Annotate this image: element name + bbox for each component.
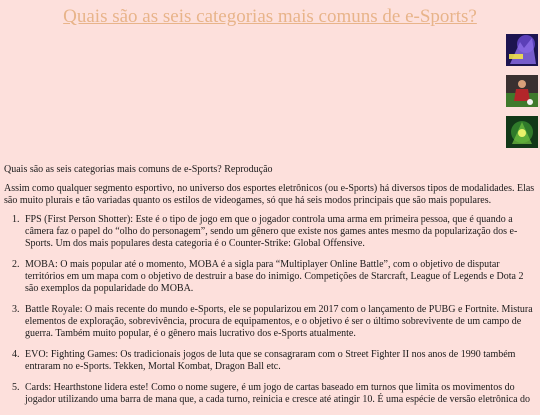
image-caption: Quais são as seis categorias mais comuns de e-Sports? Reprodução bbox=[4, 164, 273, 175]
game-thumbnail-2[interactable] bbox=[506, 75, 538, 107]
thumbnail-column bbox=[506, 34, 538, 157]
article-content bbox=[4, 164, 536, 415]
game-thumbnail-3[interactable] bbox=[506, 116, 538, 148]
game-thumbnail-1[interactable] bbox=[506, 34, 538, 66]
list-item: 5. Cards: Hearthstone lidera este! Como o nome sugere, é um jogo de cartas baseado em turnos que limita os movimentos do jogador utilizando uma barra de mana que, a cada turno, reinicia e cresce até atingir 10. É uma espécie de versão eletrônica do bbox=[22, 382, 536, 406]
page-title bbox=[0, 0, 540, 28]
list-item: 4. EVO: Fighting Games: Os tradicionais jogos de luta que se consagraram com o Street Fighter II nos anos de 1990 também entraram no e-Sports. Tekken, Mortal Kombat, Dragon Ball etc. bbox=[22, 349, 536, 373]
list-item: 2. MOBA: O mais popular até o momento, MOBA é a sigla para “Multiplayer Online Battle”, com o objetivo de disputar territórios em um mapa com o objetivo de destruir a base do inimigo. Competições de Starcraft, League of Legends e Dota 2 são exemplos da popularidade do MOBA. bbox=[22, 259, 536, 295]
game-art-image bbox=[506, 75, 538, 107]
page-title-link[interactable]: Quais são as seis categorias mais comuns de e-Sports? bbox=[63, 6, 477, 27]
category-list bbox=[4, 214, 536, 406]
list-item: 1. FPS (First Person Shotter): Este é o tipo de jogo em que o jogador controla uma arma em primeira pessoa, que é quando a câmera faz o papel do “olho do personagem”, sendo um gênero que existe nos games antes mesmo da popularização dos e-Sports. Um dos mais populares desta categoria é o Counter-Strike: Global Offensive. bbox=[22, 214, 536, 250]
game-art-image bbox=[506, 116, 538, 148]
game-art-image bbox=[506, 34, 538, 66]
list-item: 3. Battle Royale: O mais recente do mundo e-Sports, ele se popularizou em 2017 com o lançamento de PUBG e Fortnite. Mistura elementos de exploração, sobrevivência, procura de equipamentos, e o objetivo é ser o último sobrevivente de um campo de guerra. Também muito popular, é o gênero mais lucrativo dos e-Sports atualmente. bbox=[22, 304, 536, 340]
intro-paragraph: Assim como qualquer segmento esportivo, no universo dos esportes eletrônicos (ou e-Sports) há diversos tipos de modalidades. Elas são muito plurais e tão variadas quanto os estilos de videogames, só que há seis modos principais que são mais populares. bbox=[4, 183, 535, 206]
